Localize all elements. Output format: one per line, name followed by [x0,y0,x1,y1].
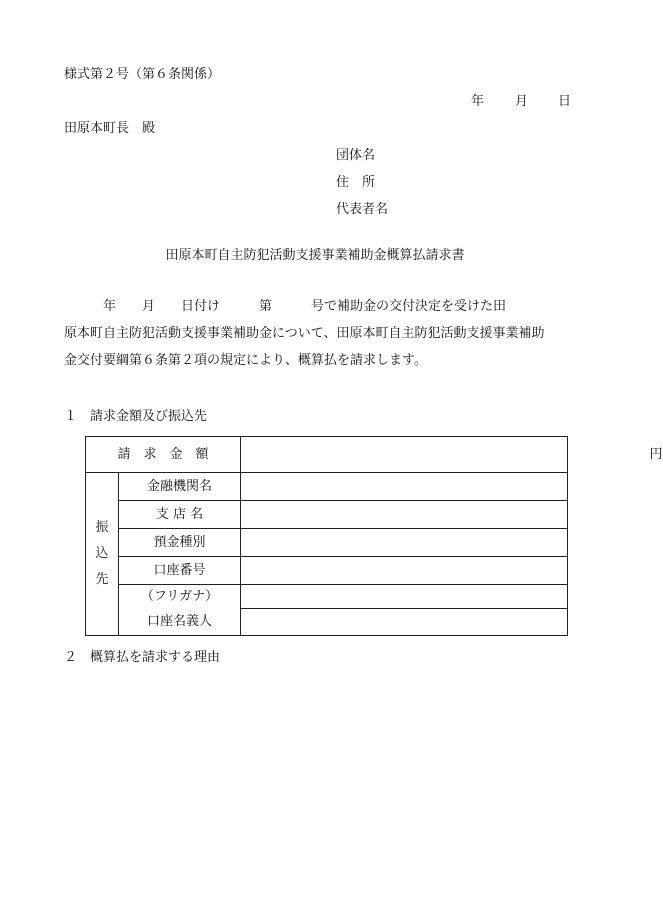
date-year: 年 [471,94,485,109]
bank-name-value [241,473,568,501]
bank-transfer-table [85,436,663,636]
account-holder-label: 口座名義人 [119,609,241,636]
table-row [86,473,568,501]
furigana-value [241,585,568,609]
body-line-3: 金交付要綱第６条第２項の規定により、概算払を請求します。 [64,353,427,368]
table-row [86,585,568,609]
table-row [86,609,568,636]
sender-organization: 団体名 [336,148,376,163]
table-row [86,557,568,585]
sender-address: 住 所 [336,175,376,190]
addressee: 田原本町長 殿 [64,121,156,136]
branch-name-value [241,501,568,529]
transfer-char: 先 [95,572,109,587]
amount-unit: 円 [649,447,663,462]
deposit-type-label: 預金種別 [119,529,241,557]
sender-representative: 代表者名 [336,202,389,217]
document-title: 田原本町自主防犯活動支援事業補助金概算払請求書 [165,248,465,263]
body-line-2: 原本町自主防犯活動支援事業補助金について、田原本町自主防犯活動支援事業補助 [64,326,545,341]
furigana-label: （フリガナ） [119,585,241,609]
account-holder-value [241,609,568,636]
section-2-heading: ２ 概算払を請求する理由 [64,650,221,665]
transfer-label [86,473,119,636]
transfer-char: 込 [95,546,109,561]
date-day: 日 [558,94,572,109]
date-month: 月 [515,94,529,109]
table-row [86,529,568,557]
account-number-value [241,557,568,585]
branch-name-label: 支 店 名 [119,501,241,529]
bank-name-label: 金融機関名 [119,473,241,501]
form-number: 様式第２号（第６条関係） [64,67,221,82]
amount-cell [241,437,663,473]
account-number-label: 口座番号 [119,557,241,585]
transfer-char: 振 [95,520,109,535]
body-line-1: 年 月 日付け 第 号で補助金の交付決定を受けた田 [64,299,507,314]
table-row [86,501,568,529]
section-1-heading: １ 請求金額及び振込先 [64,409,208,424]
table-row [86,437,568,473]
deposit-type-value [241,529,568,557]
date-line [471,95,571,108]
amount-label: 請 求 金 額 [86,437,241,473]
